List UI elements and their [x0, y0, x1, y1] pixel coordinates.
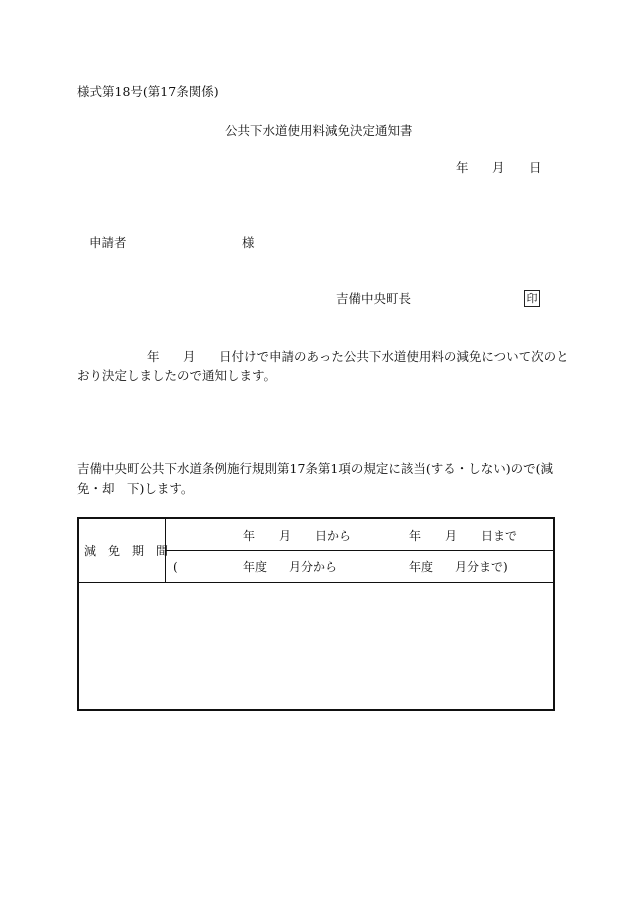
row1-from-year: 年 — [243, 529, 256, 543]
row2-to-month: 月分まで) — [455, 560, 508, 574]
document-title: 公共下水道使用料減免決定通知書 — [225, 123, 413, 138]
remarks-area — [79, 583, 553, 709]
seal-mark: 印 — [524, 290, 540, 307]
row2-open-paren: ( — [173, 560, 178, 574]
body-p2-line2: 免・却 下)します。 — [77, 481, 194, 496]
row1-to-year: 年 — [409, 529, 422, 543]
body-p1-line2: おり決定しましたので通知します。 — [77, 368, 277, 383]
honorific-sama: 様 — [242, 235, 255, 250]
row1-to-day: 日まで — [481, 529, 518, 543]
date-year-label: 年 — [456, 160, 469, 175]
row1-to-month: 月 — [445, 529, 458, 543]
date-month-label: 月 — [492, 160, 505, 175]
row1-from-day: 日から — [315, 529, 352, 543]
exemption-period-table — [77, 517, 555, 711]
form-number: 様式第18号(第17条関係) — [77, 84, 219, 99]
body-p1-month: 月 — [183, 349, 196, 364]
row1-from-month: 月 — [279, 529, 292, 543]
row2-from-month: 月分から — [289, 560, 338, 574]
table-row-divider — [165, 550, 553, 551]
applicant-label: 申請者 — [89, 235, 127, 250]
exemption-period-header: 減 免 期 間 — [84, 544, 169, 558]
date-day-label: 日 — [529, 160, 542, 175]
row2-from-fiscal-year: 年度 — [243, 560, 268, 574]
body-p1-year: 年 — [147, 349, 160, 364]
issuer-name: 吉備中央町長 — [336, 291, 412, 306]
body-p2-line1: 吉備中央町公共下水道条例施行規則第17条第1項の規定に該当(する・しない)ので(減 — [77, 461, 553, 476]
body-p1-line1: 日付けで申請のあった公共下水道使用料の減免について次のと — [219, 349, 569, 364]
row2-to-fiscal-year: 年度 — [409, 560, 434, 574]
